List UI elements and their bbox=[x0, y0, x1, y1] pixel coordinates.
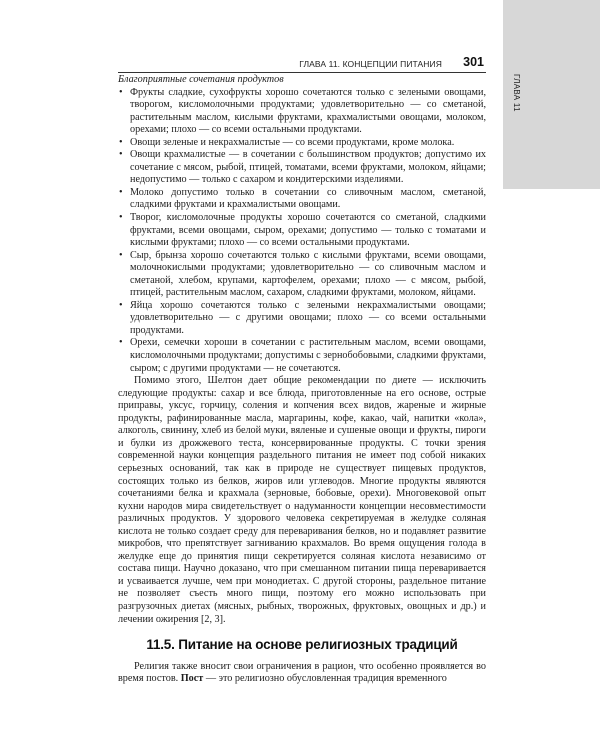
bullet-icon: • bbox=[119, 299, 123, 311]
page-body bbox=[118, 74, 486, 686]
bullet-icon: • bbox=[119, 86, 123, 98]
list-item-text: Молоко допустимо только в сочетании со сливочным маслом, сметаной, сладкими фруктами и крахмалистыми овощами. bbox=[130, 186, 486, 211]
bullet-icon: • bbox=[119, 212, 123, 224]
section-term: Пост bbox=[180, 673, 204, 685]
body-paragraph: Помимо этого, Шелтон дает общие рекомендации по диете — исключить следующие продукты: сахар и все блюда, приготовленные на его основе, острые приправы, уксус, горчицу, соления и копчения всех видов, жареные и жирные продукты, рафинированные масла, маргарины, кофе, какао, чай, напитки «кола», алкоголь, свинину, хлеб из белой муки, вяленые и сушеные овощи и фрукты, пироги и булки из дрожжевого теста, консервированные продукты. С точки зрения современной науки концепция раздельного питания не имеет под собой никаких серьезных оснований, так как в природе не существует пищевых продуктов, состоящих только из белков, жиров или углеводов. Многие продукты являются сочетаниями белка и крахмала (зерновые, бобовые, орехи). Многовековой опыт кухни народов мира свидетельствует о надуманности концепции несовместимости различных продуктов. У здорового человека секретируемая в желудке соляная кислота не только создает среду для переваривания белков, но и подавляет развитие микробов, что препятствует загниванию крахмалов. Во время ощущения голода в желудке еще до принятия пищи секретируется соляная кислота независимо от состава пищи. Научно доказано, что при смешанном питании пища переваривается и усваивается лучше, чем при монодиетах. С другой стороны, раздельное питание не позволяет съесть много пищи, поэтому его можно использовать при разгрузочных диетах (мясных, рыбных, творожных, фруктовых, овощных и др.) и лечении ожирения [2, 3]. bbox=[118, 375, 486, 625]
bullet-icon: • bbox=[119, 136, 123, 148]
list-item bbox=[118, 87, 486, 137]
list-item-text: Яйца хорошо сочетаются только с зелеными некрахмалистыми овощами; удовлетворительно — с другими овощами; плохо — со всеми остальными продуктами. bbox=[130, 299, 486, 336]
list-item bbox=[118, 137, 486, 150]
list-item bbox=[118, 337, 486, 375]
list-item bbox=[118, 149, 486, 187]
list-item-text: Творог, кисломолочные продукты хорошо сочетаются со сметаной, сладкими фруктами, всеми овощами, сыром, орехами; допустимо — только с томатами и кислыми фруктами; плохо — со всеми остальными продуктами. bbox=[130, 212, 486, 249]
combinations-list bbox=[118, 87, 486, 376]
bullet-icon: • bbox=[119, 149, 123, 161]
list-item-text: Овощи зеленые и некрахмалистые — со всеми продуктами, кроме молока. bbox=[130, 136, 455, 148]
page-number: 301 bbox=[463, 55, 484, 69]
list-item-text: Орехи, семечки хороши в сочетании с растительным маслом, всеми овощами, кисломолочными продуктами; допустимы с зернобобовыми, сладкими фруктами, сыром; с другими продуктами — не сочетаются. bbox=[130, 337, 486, 374]
chapter-side-label: ГЛАВА 11 bbox=[512, 74, 521, 112]
section-definition: — это религиозно обусловленная традиция временного bbox=[205, 673, 447, 685]
bullet-icon: • bbox=[119, 249, 123, 261]
list-item bbox=[118, 187, 486, 212]
bullet-icon: • bbox=[119, 186, 123, 198]
running-title: ГЛАВА 11. КОНЦЕПЦИИ ПИТАНИЯ bbox=[299, 59, 442, 69]
list-item bbox=[118, 212, 486, 250]
list-item-text: Фрукты сладкие, сухофрукты хорошо сочетаются только с зелеными овощами, творогом, кисломолочными продуктами; удовлетворительно — со сметаной, растительным маслом, кислыми фруктами, крахмалистыми овощами, молоком, орехами; плохо — со всеми остальными продуктами. bbox=[130, 86, 486, 136]
list-item-text: Овощи крахмалистые — в сочетании с большинством продуктов; допустимо их сочетание с мясом, рыбой, птицей, томатами, всеми фруктами, молоком, яйцами; недопустимо — только с сахаром и кондитерскими изделиями. bbox=[130, 149, 486, 186]
running-header bbox=[118, 56, 486, 73]
bullet-icon: • bbox=[119, 337, 123, 349]
section-intro-paragraph bbox=[118, 661, 486, 686]
list-item-text: Сыр, брынза хорошо сочетаются только с кислыми фруктами, всеми овощами, молочнокислыми продуктами; удовлетворительно — со сливочным маслом и сметаной, хлебом, крупами, картофелем, орехами; плохо — с мясом, рыбой, птицей, растительным маслом, сахаром, сладкими фруктами, молоком, яйцами. bbox=[130, 249, 486, 299]
combinations-subheading: Благоприятные сочетания продуктов bbox=[118, 74, 284, 85]
section-intro-text: Религия также вносит свои ограничения в рацион, что особенно проявляется во время постов. bbox=[118, 660, 486, 685]
section-heading: 11.5. Питание на основе религиозных традиций bbox=[146, 637, 458, 653]
list-item bbox=[118, 300, 486, 338]
list-item bbox=[118, 250, 486, 300]
